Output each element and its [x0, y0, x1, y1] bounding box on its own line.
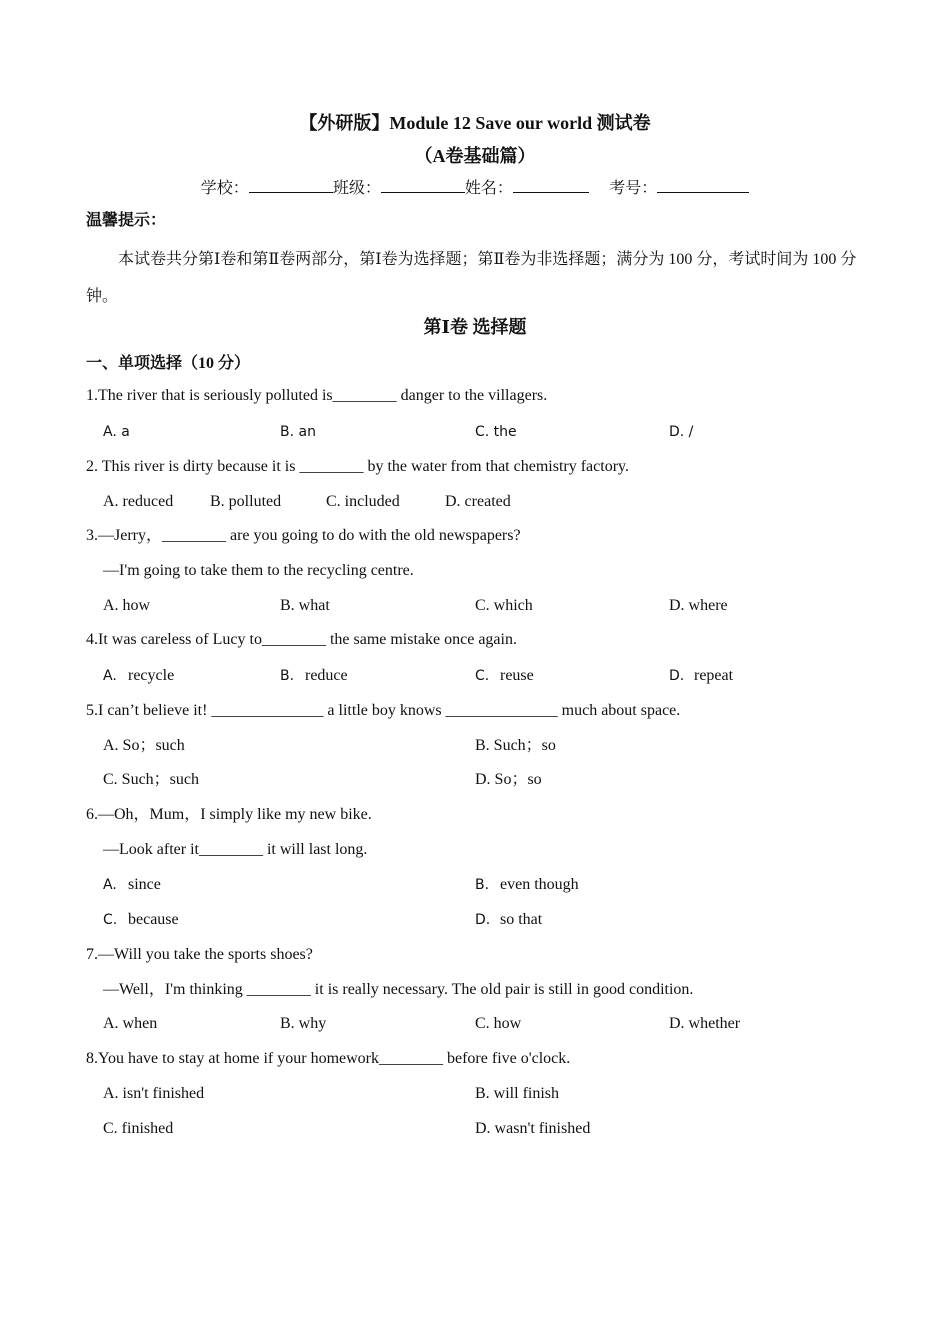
option-d[interactable]: D. /	[669, 424, 694, 440]
option-b[interactable]: B. why	[280, 1015, 327, 1032]
number-field[interactable]	[657, 177, 749, 193]
option-c-letter[interactable]: C.	[103, 912, 118, 928]
option-b-text[interactable]: even though	[500, 876, 579, 893]
option-c-text[interactable]: reuse	[500, 667, 534, 684]
school-field[interactable]	[249, 177, 333, 193]
option-c[interactable]: C. Such；such	[103, 771, 200, 788]
option-c[interactable]: C. the	[475, 424, 517, 440]
option-d-letter[interactable]: D.	[475, 912, 491, 928]
option-a[interactable]: A. how	[103, 597, 151, 614]
question-line: —Well，I'm thinking ________ it is really necessary. The old pair is still in good condition.	[103, 981, 694, 998]
question-stem: 2. This river is dirty because it is ________ by the water from that chemistry factory.	[86, 458, 629, 475]
question-stem: 3.—Jerry，________ are you going to do with the old newspapers?	[86, 527, 521, 544]
option-d-text[interactable]: so that	[500, 911, 543, 928]
option-b[interactable]: B. what	[280, 597, 330, 614]
option-d[interactable]: D. whether	[669, 1015, 741, 1032]
option-d-text[interactable]: repeat	[694, 667, 734, 684]
question-stem: 8.You have to stay at home if your homework________ before five o'clock.	[86, 1050, 571, 1067]
name-field[interactable]	[513, 177, 589, 193]
option-a-letter[interactable]: A.	[103, 668, 117, 684]
page-subtitle: （A卷基础篇）	[414, 146, 536, 166]
option-d-letter[interactable]: D.	[669, 668, 685, 684]
option-a[interactable]: A. a	[103, 424, 130, 440]
option-a[interactable]: A. when	[103, 1015, 158, 1032]
class-label: 班级：	[332, 178, 381, 197]
option-c-letter[interactable]: C.	[475, 668, 490, 684]
number-label: 考号：	[609, 178, 658, 197]
name-label: 姓名：	[464, 178, 513, 197]
option-a-text[interactable]: since	[128, 876, 161, 893]
question-stem: 1.The river that is seriously polluted is________ danger to the villagers.	[86, 387, 548, 404]
option-b[interactable]: B. will finish	[475, 1085, 560, 1102]
school-label: 学校：	[200, 178, 249, 197]
option-a[interactable]: A. reduced	[103, 493, 174, 510]
question-stem: 7.—Will you take the sports shoes?	[86, 946, 313, 963]
question-stem: 6.—Oh，Mum，I simply like my new bike.	[86, 806, 372, 823]
option-b[interactable]: B. polluted	[210, 493, 282, 510]
student-info-line	[0, 177, 950, 199]
option-d[interactable]: D. wasn't finished	[475, 1120, 591, 1137]
option-b-letter[interactable]: B.	[475, 877, 490, 893]
option-c-text[interactable]: because	[128, 911, 179, 928]
tips-title: 温馨提示：	[86, 210, 167, 229]
question-stem: 4.It was careless of Lucy to________ the same mistake once again.	[86, 631, 517, 648]
tips-body: 本试卷共分第Ⅰ卷和第Ⅱ卷两部分，第Ⅰ卷为选择题；第Ⅱ卷为非选择题；满分为 100 分，考试时间为 100 分钟。	[86, 251, 857, 305]
option-a-letter[interactable]: A.	[103, 877, 117, 893]
option-c[interactable]: C. included	[326, 493, 400, 510]
part-title: 第Ⅰ卷 选择题	[423, 317, 527, 337]
section-title: 一、单项选择（10 分）	[86, 355, 251, 372]
question-line: —I'm going to take them to the recycling centre.	[103, 562, 414, 579]
option-c[interactable]: C. which	[475, 597, 533, 614]
option-b-letter[interactable]: B.	[280, 668, 295, 684]
option-b[interactable]: B. an	[280, 424, 316, 440]
option-c[interactable]: C. finished	[103, 1120, 174, 1137]
option-b-text[interactable]: reduce	[305, 667, 348, 684]
option-a-text[interactable]: recycle	[128, 667, 175, 684]
option-d[interactable]: D. created	[445, 493, 511, 510]
option-b[interactable]: B. Such；so	[475, 737, 556, 754]
option-d[interactable]: D. where	[669, 597, 728, 614]
option-c[interactable]: C. how	[475, 1015, 522, 1032]
option-a[interactable]: A. isn't finished	[103, 1085, 205, 1102]
class-field[interactable]	[381, 177, 465, 193]
option-a[interactable]: A. So；such	[103, 737, 185, 754]
option-d[interactable]: D. So；so	[475, 771, 542, 788]
question-line: —Look after it________ it will last long.	[103, 841, 368, 858]
question-stem: 5.I can’t believe it! ______________ a little boy knows ______________ much about space.	[86, 702, 681, 719]
page-title: 【外研版】Module 12 Save our world 测试卷	[299, 113, 651, 133]
